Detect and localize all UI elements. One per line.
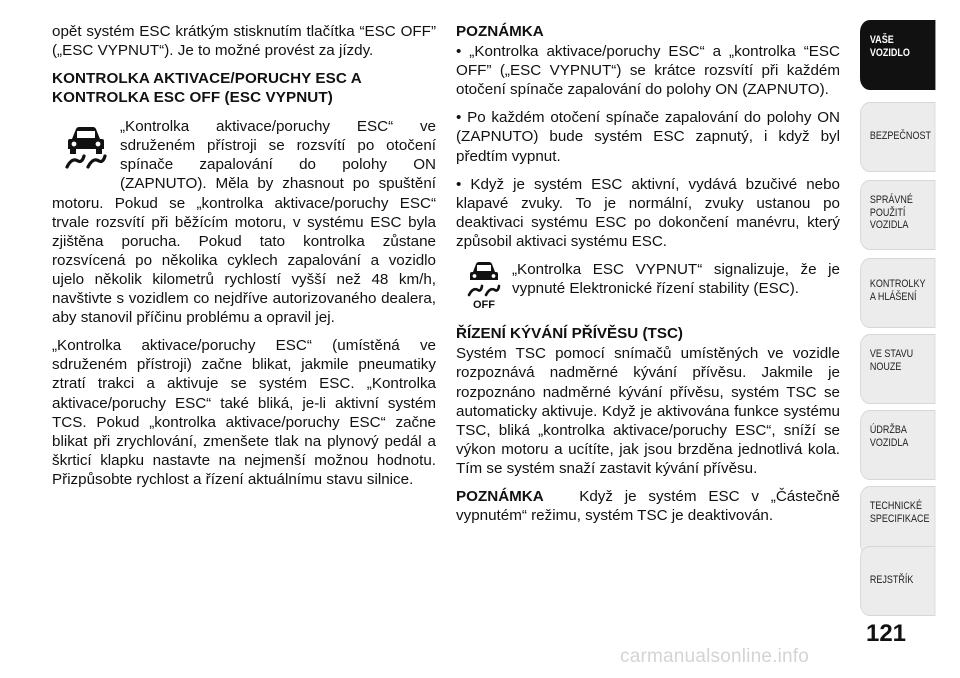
note2-text: Když je systém ESC v „Částečně vypnutém“ režimu, systém TSC je deaktivován. [456, 487, 840, 525]
intro-paragraph: opět systém ESC krátkým stisknutím tlačítka “ESC OFF” („ESC VYPNUT“). Je to možné provést za jízdy. [52, 23, 436, 60]
tab-vase-vozidlo[interactable] [860, 20, 935, 90]
tab-label: ÚDRŽBA VOZIDLA [869, 424, 909, 449]
tab-bezpecnost[interactable] [860, 102, 935, 172]
esc-skid-icon [52, 117, 120, 191]
note-bullet-2: • Po každém otočení spínače zapalování do polohy ON (ZAPNUTO) bude systém ESC zapnutý, i když byl předtím vypnut. [456, 109, 840, 165]
section-heading-esc [52, 69, 436, 107]
esc-off-icon-text: OFF [473, 299, 495, 312]
page-number: 121 [865, 620, 907, 647]
tab-udrzba-vozidla[interactable] [860, 410, 935, 480]
esc-indicator-paragraph: „Kontrolka aktivace/poruchy ESC“ ve sdruženém přístroji se rozsvítí po otočení spínače zapalování do polohy ON (ZAPNUTO). Měla by zhasnout po spuštění motoru. Pokud se „kontrolka aktivace/poruchy ESC“ trvale rozsvítí při běžícím motoru, v systému ESC byla zjištěna porucha. Pokud tato kontrolka zůstane rozsvícená po několika cyklech zapalování a vozidlo ujelo několik kilometrů rychlostí vyšší než 48 km/h, navštivte s vozidlem co nejdříve autorizovaného dealera, aby stanovil příčinu problému a opravil jej. [52, 118, 436, 327]
section-heading-line1: KONTROLKA AKTIVACE/PORUCHY ESC A [52, 70, 362, 88]
right-column [456, 22, 840, 525]
chapter-sidebar [860, 0, 960, 678]
note2-title: POZNÁMKA [456, 487, 544, 505]
tab-label: KONTROLKY A HLÁŠENÍ [869, 278, 926, 303]
watermark: carmanualsonline.info [620, 646, 810, 667]
tab-label: TECHNICKÉ SPECIFIKACE [869, 500, 930, 525]
tab-kontrolky-a-hlaseni[interactable] [860, 258, 935, 328]
note-title: POZNÁMKA [456, 23, 544, 40]
tab-spravne-pouziti-vozidla[interactable] [860, 180, 935, 250]
esc-flashing-paragraph: „Kontrolka aktivace/poruchy ESC“ (umístěná ve sdruženém přístroji) začne blikat, jakmile pneumatiky ztratí trakci a aktivuje se systém ESC. „Kontrolka aktivace/poruchy ESC“ také bliká, je-li aktivní systém TCS. Pokud „kontrolka aktivace/poruchy ESC“ začne blikat při zrychlování, zmenšete tlak na plynový pedál a škrticí klapku nastavte na nejmenší možnou hodnotu. Přizpůsobte rychlost a řízení aktuálnímu stavu silnice. [52, 337, 436, 488]
tab-label: SPRÁVNÉ POUŽITÍ VOZIDLA [869, 194, 913, 231]
esc-off-icon [456, 260, 512, 318]
tsc-paragraph: Systém TSC pomocí snímačů umístěných ve vozidle rozpoznává nadměrné kývání přívěsu. Jakmile je rozpoznáno nadměrné kývání přívěsu, systém TSC se automaticky aktivuje. Když je aktivována funkce systému TSC, bliká „kontrolka aktivace/poruchy ESC“, sníží se výkon motoru a ucítíte, jak jsou brzděna jednotlivá kola. Tím se systém snaží zastavit kývání přívěsu. [456, 345, 840, 477]
esc-off-paragraph: „Kontrolka ESC VYPNUT“ signalizuje, že je vypnuté Elektronické řízení stability (ESC). [512, 261, 840, 298]
note-bullet-1: • „Kontrolka aktivace/poruchy ESC“ a „kontrolka “ESC OFF” („ESC VYPNUT“) se krátce rozsvítí při každém otočení spínače zapalování do polohy ON (ZAPNUTO). [456, 43, 840, 99]
note2-paragraph [456, 487, 840, 525]
tab-label: VAŠE VOZIDLO [869, 34, 910, 59]
note-bullet-3: • Když je systém ESC aktivní, vydává bzučivé nebo klapavé zvuky. To je normální, zvuky ustanou po deaktivaci systému ESC po dokončení manévru, který způsobil aktivaci systému ESC. [456, 175, 840, 250]
tab-label: VE STAVU NOUZE [869, 348, 914, 373]
tab-label: REJSTŘÍK [869, 574, 914, 586]
left-column [52, 22, 436, 498]
tab-rejstrik[interactable] [860, 546, 935, 616]
tab-label: BEZPEČNOST [869, 130, 931, 142]
section-heading-line2: KONTROLKA ESC OFF (ESC VYPNUT) [52, 89, 333, 107]
tsc-heading: ŘÍZENÍ KÝVÁNÍ PŘÍVĚSU (TSC) [456, 325, 683, 343]
tab-ve-stavu-nouze[interactable] [860, 334, 935, 404]
